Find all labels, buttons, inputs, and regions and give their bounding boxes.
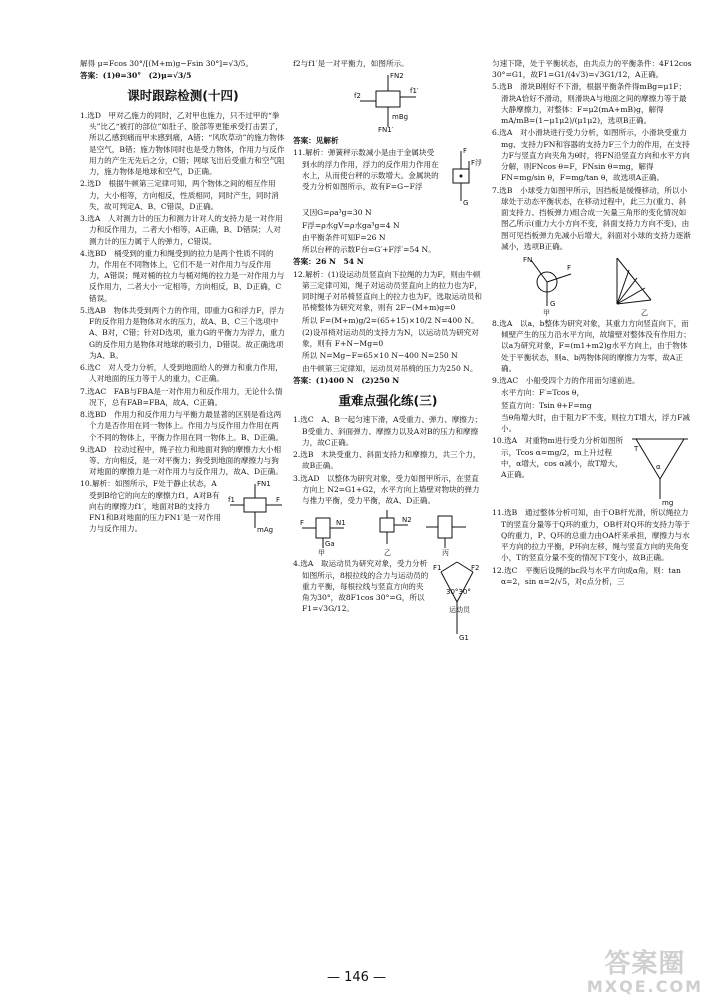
label-mg: mg	[662, 499, 674, 508]
label-n1: N1	[336, 519, 346, 528]
item4-block	[293, 558, 483, 642]
answer-item: 1.选C A、B一起匀速下滑，A受重力、弹力、摩擦力；B受重力、斜面弹力、摩擦力以及A对B的压力和摩擦力，故C正确。	[293, 415, 483, 447]
label-g1: G1	[459, 634, 469, 643]
label-f: F	[300, 519, 305, 528]
answer-item: 11.解析：弹簧秤示数减小是由于金属块受到水的浮力作用，浮力的反作用力作用在水上，从而使台秤的示数增大。金属块的受力分析如图所示，故有F=G−F浮	[293, 148, 439, 192]
label-mbg: mBg	[392, 113, 409, 122]
answer-line: 由牛顿第三定律知，运动员对吊椅的压力为250 N。	[302, 363, 478, 373]
label-fn1p: FN1′	[378, 126, 394, 134]
answer-item: 11.选B 通过整体分析可知，由于OB杆光滑，所以绳拉力T的竖直分量等于Q环的重力，OB杆对Q环的支持力等于Q的重力，P、Q环的总重力由OA杆来承担，摩擦力与水平方向的拉力平衡，P环向左移，绳与竖直方向的夹角变小，T的竖直分量不变的情况下T变小，故B正确。	[492, 508, 690, 563]
watermark-line1: 答案圈	[604, 948, 686, 979]
answer-line: 当θ角增大时，由于阻力F′不变，则拉力T增大，浮力F减小。	[501, 412, 690, 434]
label-panel-c: 丙	[442, 549, 449, 557]
answer-item: 1.选D 甲对乙施力的同时，乙对甲也施力，只不过甲的“拳头”比乙“被打的部位”如肚子、脸部等更能承受打击罢了，所以乙感到痛而甲未感到痛，A错；“风吹草动”的施力物体是空气，B错；施力物体同时也是受力物体，作用力与反作用力的产生无先后之分，C错；网球飞出后受重力和空气阻力，施力物体是地球和空气，D正确。	[80, 110, 285, 177]
answer-item: 4.选A 取运动员为研究对象，受力分析如图所示，8根拉线的合力与运动员的重力平衡，每根拉线与竖直方向的夹角为30°，故8F1cos 30°=G，所以F1=√3G/12。	[293, 559, 429, 614]
label-fn1: FN1	[257, 480, 271, 489]
col2-top-text: f2与f1′是一对平衡力，如图所示。	[293, 59, 409, 68]
label-panel-a: 甲	[318, 549, 325, 557]
answer-item: 6.选A 对小滑块进行受力分析，如图所示，小滑块受重力mg、支持力FN和容器的支持力F三个力的作用，在支持力F与竖直方向夹角为θ时，将FN沿竖直方向和水平方向分解，则FNcos θ=F，FNsin θ=mg，解得 FN=mg/sin θ，F=mg/tan θ，故选项A正确。	[492, 128, 690, 183]
answer-line: F浮=ρ水gV=ρ水ga³g=4 N	[302, 220, 400, 230]
column-3	[492, 58, 692, 940]
answer-item: 3.选A 人对测力计的压力和测力计对人的支持力是一对作用力和反作用力，二者大小相等，A正确，B、D错误；人对测力计的压力属于人的弹力，C错误。	[80, 214, 283, 246]
item11-block	[293, 147, 483, 207]
force-diagram-ball	[517, 254, 667, 316]
answer-item: 4.选BD 桶受到的重力和绳受到的拉力是两个性质不同的力，作用在不同物体上，它们不是一对作用力与反作用力，A错误；绳对桶的拉力与桶对绳的拉力是一对作用力与反作用力，二者大小一定相等，方向相反，B、D正确，C错误。	[80, 248, 285, 303]
answer-item: 12.选C 平衡后设绳的bc段与水平方向成α角，则：tan α=2，sin α=2/√5，对c点分析，三	[492, 565, 681, 586]
answer-line: 又因G=ρa³g=30 N	[302, 208, 372, 218]
label-panel-b: 乙	[384, 549, 391, 557]
label-t: T	[634, 445, 639, 454]
answer-item: 5.选B 滑块B刚好不下滑，根据平衡条件得mBg=μ1F；滑块A恰好不滑动，则滑块A与地面之间的摩擦力等于最大静摩擦力，对整体：F=μ2(mA+mB)g，解得mA/mB=(1−μ1μ2)/(μ1μ2)，选项B正确。	[492, 82, 687, 126]
label-fn2: FN2	[390, 72, 404, 81]
column-1	[80, 58, 286, 940]
label-mg: mAg	[257, 526, 274, 535]
answer-item: 7.选B 小球受力如图甲所示，因挡板是缓慢移动，所以小球处于动态平衡状态，在移动过程中，此三力(重力、斜面支持力、挡板弹力)组合成一矢量三角形的变化情况如图乙所示(重力大小方向不变，斜面支持力方向不变)，由图可见挡板弹力先减小后增大，斜面对小球的支持力逐渐减小，选项B正确。	[492, 185, 691, 251]
label-n2: N2	[402, 516, 412, 525]
answer-item: 10.选A 对重物m进行受力分析如图所示，Tcos α=mg/2，m上升过程中，α增大，cos α减小，故T增大，A正确。	[492, 436, 624, 480]
answer-item: 7.选AC FAB与FBA是一对作用力和反作用力，无论什么情况下，总有FAB=FBA，故A、C正确。	[80, 386, 283, 407]
label-panel-b: 乙	[641, 308, 648, 316]
answer-item: 9.选AD 拉动过程中，绳子拉力和地面对狗的摩擦力大小相等、方向相反，是一对平衡力；狗受到地面的摩擦力与狗对地面的摩擦力是一对作用力与反作用力，故A、D正确。	[80, 444, 283, 477]
top-answer: 答案：(1)θ=30° (2)μ=√3/5	[80, 71, 192, 81]
label-f1p: f1′	[410, 87, 419, 96]
page-number: — 146 —	[326, 970, 387, 985]
label-person: 运动员	[449, 606, 470, 615]
force-diagram-three-panels	[298, 508, 478, 556]
answer-line: 所以 F=(M+m)g/2=(65+15)×10/2 N=400 N。	[302, 315, 479, 325]
label-f1: F1	[433, 564, 442, 573]
force-diagram-block-a	[226, 478, 286, 534]
label-g: G	[463, 199, 469, 208]
force-diagram-metal-block	[443, 147, 483, 207]
answer-item: 2.选B 木块受重力、斜面支持力和摩擦力，共三个力，故B正确。	[293, 450, 481, 471]
answer-item: 8.选A 以a、b整体为研究对象，其重力方向竖直向下，而倾壁产生的压力沿水平方向，故墙壁对整体没有作用力；以a为研究对象，F=(m1+m2)g水平方向上，由于物体处于平衡状态，则a、b两物体间的摩擦力为零，故A正确。	[492, 318, 691, 373]
label-f2: f2	[354, 92, 361, 101]
answer-12: 答案：(1)400 N (2)250 N	[293, 375, 400, 385]
answer-11: 答案：26 N 54 N	[293, 257, 364, 267]
answer-item: 匀速下降，处于平衡状态，由共点力的平衡条件：4F12cos 30°=G1，故F1=G1/(4√3)=√3G1/12，A正确。	[492, 59, 692, 80]
label-g: G	[550, 299, 556, 308]
label-f: F	[567, 263, 572, 272]
answer-line: 水平方向：F′=Tcos θ，	[501, 388, 585, 398]
answer-item: 2.选D 根据牛顿第三定律可知，两个物体之间的相互作用力，大小相等，方向相反，性质相同，同时产生，同时消失，故可判定A、B、C错误，D正确。	[80, 179, 279, 211]
answer-item: 3.选AD 以整体为研究对象，受力如图甲所示，在竖直方向上 N2=G1+G2，水平方向上墙壁对物块的弹力与推力平衡，受力平衡，故A、D正确。	[293, 473, 480, 506]
answer-see: 答案：见解析	[293, 136, 339, 146]
item10-block	[492, 435, 692, 507]
answer-item: 5.选AB 物体共受到两个力的作用，即重力G和浮力F，浮力F的反作用力是物体对水的压力，故A、B、C三个选项中A、B对，C错；针对D选项，重力G的平衡力为浮力，重力G的反作用力是物体对地球的吸引力，D错误。故正确选项为A、B。	[80, 305, 286, 360]
label-f: F	[276, 496, 281, 505]
item10-block	[80, 478, 286, 535]
watermark-line2: MXQE.COM	[586, 977, 703, 997]
label-fn: FN	[523, 255, 533, 264]
column-2	[293, 58, 483, 940]
top-solution: 解得 μ=Fcos 30°/[(M+m)g−Fsin 30°]=√3/5。	[80, 59, 254, 68]
answer-line: (2)设吊椅对运动员的支持力为N，以运动员为研究对象，则有 F+N−Mg=0	[302, 327, 479, 349]
answer-line: 由平衡条件可知F=26 N	[302, 232, 386, 242]
answer-item: 8.选BD 作用力和反作用力与平衡力最显著的区别是看这两个力是否作用在同一物体上。作用力与反作用力作用在两个不同的物体上，平衡力作用在同一物体上。B、D正确。	[80, 410, 283, 442]
answer-item: 9.选AC 小船受四个力的作用而匀速前进。	[492, 376, 640, 386]
parachute-force-diagram	[433, 558, 483, 642]
label-g: Ga	[325, 540, 335, 549]
force-diagram-weight	[628, 435, 692, 507]
answer-item: 10.解析：如图所示，F处于静止状态，A受到B给它的向左的摩擦力f1，A对B有向右的摩擦力f1′，地面对B的支持力FN1和B对地面的压力FN1′是一对作用力与反作用力。	[80, 479, 221, 534]
label-f2: F2	[471, 564, 480, 573]
answer-item: 6.选C 对人受力分析，人受到地面给人的弹力和重力作用，人对地面的压力等于人的重力，C正确。	[80, 363, 283, 384]
answer-line: 所以 N=Mg−F=65×10 N−400 N=250 N	[302, 351, 458, 361]
force-diagram-block-b	[348, 71, 428, 133]
section-title-3: 重难点强化练(三)	[338, 392, 438, 408]
label-f1: f1	[228, 496, 235, 505]
label-f: F	[463, 147, 468, 156]
answer-line: 所以台秤的示数F台=G′+F浮′=54 N。	[302, 245, 436, 255]
label-panel-a: 甲	[543, 308, 550, 316]
answer-item: 12.解析：(1)设运动员竖直向下拉绳的力为F，则由牛顿第三定律可知，绳子对运动员竖直向上的拉力也为F，同时绳子对吊椅竖直向上的拉力也为F，选取运动员和吊椅整体为研究对象，则有 2F−(M+m)g=0	[293, 269, 482, 313]
watermark-logo	[587, 950, 703, 996]
answer-line: 竖直方向：Tsin θ+F=mg	[501, 400, 592, 410]
label-alpha: α	[656, 463, 661, 472]
section-title-14: 课时跟踪检测(十四)	[127, 88, 239, 104]
label-ff: F浮	[471, 159, 483, 168]
label-angle: 30°30°	[446, 588, 471, 597]
